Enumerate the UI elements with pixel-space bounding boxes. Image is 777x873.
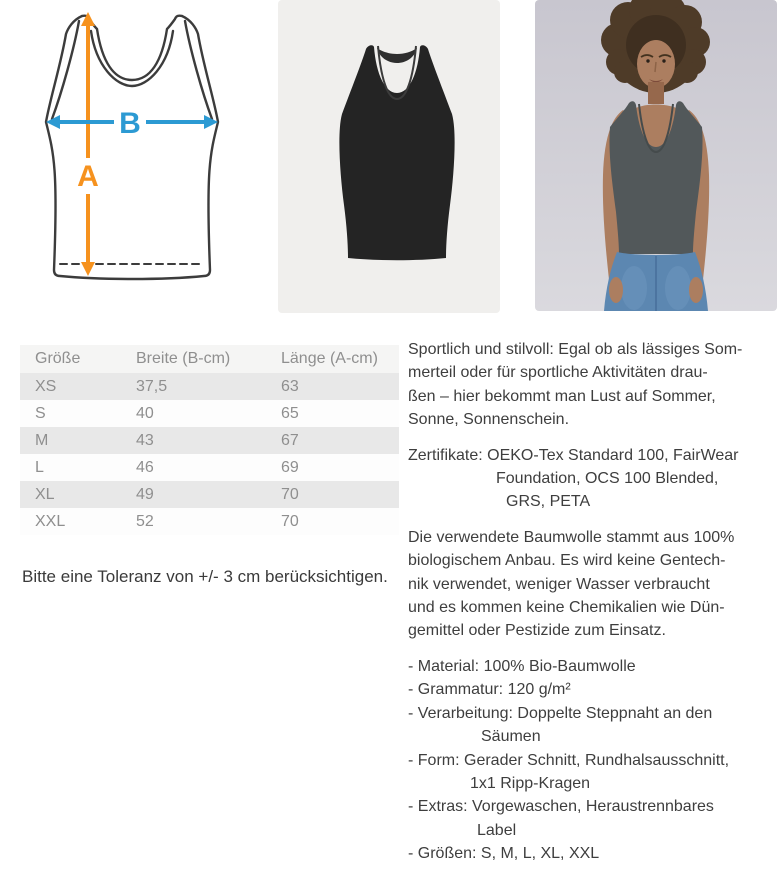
- description-paragraph: [408, 444, 774, 514]
- table-row: [20, 481, 399, 508]
- table-column-header: Größe: [20, 345, 136, 373]
- description-line: biologischem Anbau. Es wird keine Gentech-: [408, 552, 726, 570]
- size-table-body: [20, 373, 399, 535]
- model-hand-left: [609, 277, 623, 303]
- table-cell: 67: [281, 431, 299, 449]
- description-paragraph: [408, 338, 774, 432]
- jeans-wash-left: [621, 266, 647, 310]
- description-line: GRS, PETA: [506, 493, 591, 511]
- table-cell: L: [35, 458, 44, 476]
- table-cell: 65: [281, 404, 299, 422]
- table-cell: 70: [281, 485, 299, 503]
- description-line: - Material: 100% Bio-Baumwolle: [408, 657, 636, 675]
- table-cell: 69: [281, 458, 299, 476]
- table-row: [20, 427, 399, 454]
- description-line: Sportlich und stilvoll: Egal ob als lässiges Som-: [408, 341, 743, 358]
- tolerance-note: Bitte eine Toleranz von +/- 3 cm berücksichtigen.: [22, 567, 388, 586]
- description-line: 1x1 Ripp-Kragen: [470, 774, 591, 792]
- description-line: Label: [477, 821, 517, 839]
- table-cell: 63: [281, 377, 299, 395]
- size-diagram-svg: [30, 4, 234, 294]
- model-hand-right: [689, 277, 703, 303]
- product-description: [408, 338, 774, 866]
- length-arrow: [81, 12, 95, 276]
- description-line: und es kommen keine Chemikalien wie Dün-: [408, 599, 725, 617]
- table-header-row: [20, 345, 399, 373]
- description-line: - Form: Gerader Schnitt, Rundhalsausschnitt,: [408, 751, 730, 769]
- description-line: merteil oder für sportliche Aktivitäten drau-: [408, 364, 708, 382]
- description-line: ßen – hier bekommt man Lust auf Sommer,: [408, 387, 716, 405]
- model-photo-svg: [535, 0, 777, 311]
- table-cell: XXL: [35, 512, 66, 530]
- table-cell: 52: [136, 512, 154, 530]
- table-row: [20, 373, 399, 400]
- table-cell: M: [35, 431, 49, 449]
- table-row: [20, 400, 399, 427]
- table-column-header: Länge (A-cm): [281, 345, 399, 373]
- table-cell: 49: [136, 485, 154, 503]
- table-column-header: Breite (B-cm): [136, 345, 281, 373]
- model-neck: [648, 82, 664, 104]
- product-photo-flat: [278, 0, 500, 318]
- description-line: nik verwendet, weniger Wasser verbraucht: [408, 575, 710, 593]
- width-label: B: [119, 107, 141, 140]
- model-person: [601, 0, 710, 311]
- size-diagram: [30, 4, 234, 299]
- table-cell: 37,5: [136, 377, 168, 395]
- description-line: Säumen: [481, 728, 541, 746]
- description-paragraph: [408, 526, 774, 643]
- table-cell: XS: [35, 377, 57, 395]
- description-line: - Grammatur: 120 g/m²: [408, 681, 571, 699]
- table-cell: 43: [136, 431, 154, 449]
- table-cell: 40: [136, 404, 154, 422]
- table-cell: S: [35, 404, 46, 422]
- description-line: - Größen: S, M, L, XL, XXL: [408, 845, 600, 863]
- description-line: gemittel oder Pestizide zum Einsatz.: [408, 622, 666, 640]
- table-row: [20, 454, 399, 481]
- description-line: Sonne, Sonnenschein.: [408, 411, 570, 429]
- description-line: Die verwendete Baumwolle stammt aus 100%: [408, 528, 735, 546]
- tank-outline-drawing: [46, 16, 218, 279]
- table-cell: XL: [35, 485, 55, 503]
- size-table: [20, 345, 399, 535]
- description-line: Foundation, OCS 100 Blended,: [496, 470, 719, 488]
- table-cell: 70: [281, 512, 299, 530]
- description-line: Zertifikate: OEKO-Tex Standard 100, FairWear: [408, 446, 739, 464]
- product-photo-model: [535, 0, 777, 316]
- table-row: [20, 508, 399, 535]
- flat-photo-svg: [278, 0, 500, 313]
- table-cell: 46: [136, 458, 154, 476]
- description-list: [408, 655, 774, 866]
- description-line: - Verarbeitung: Doppelte Steppnaht an den: [408, 704, 713, 722]
- description-line: - Extras: Vorgewaschen, Heraustrennbares: [408, 798, 714, 816]
- length-label: A: [77, 160, 99, 193]
- jeans-wash-right: [665, 266, 691, 310]
